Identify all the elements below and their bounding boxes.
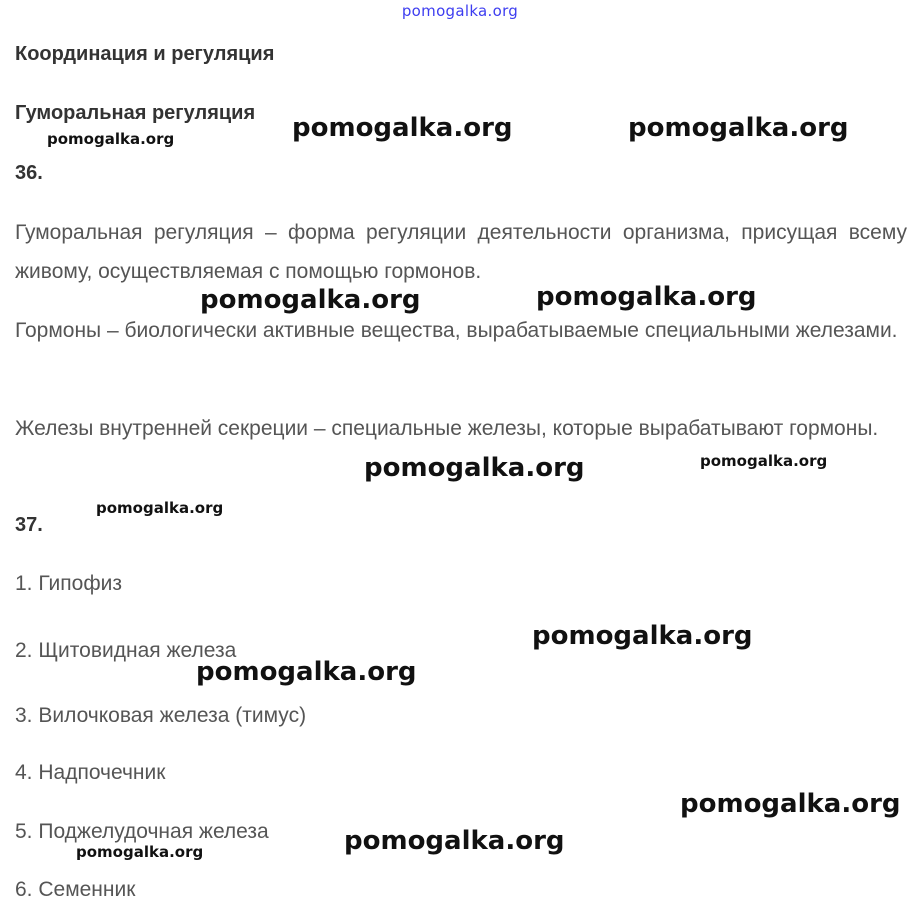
watermark: pomogalka.org <box>292 113 513 143</box>
watermark: pomogalka.org <box>196 657 417 687</box>
watermark: pomogalka.org <box>700 452 828 470</box>
watermark: pomogalka.org <box>76 843 204 861</box>
watermark: pomogalka.org <box>680 789 901 819</box>
task-36-paragraph-2: Гормоны – биологически активные вещества, вырабатываемые специальными железами. <box>15 319 898 342</box>
watermark: pomogalka.org <box>536 282 757 312</box>
watermark: pomogalka.org <box>200 285 421 315</box>
task-36-number: 36. <box>15 162 43 184</box>
watermark: pomogalka.org <box>364 453 585 483</box>
watermark: pomogalka.org <box>344 826 565 856</box>
subsection-title: Гуморальная регуляция <box>15 102 256 124</box>
section-title: Координация и регуляция <box>15 43 275 65</box>
watermark: pomogalka.org <box>628 113 849 143</box>
gland-list-item: 5. Поджелудочная железа <box>15 820 269 843</box>
gland-list-item: 1. Гипофиз <box>15 572 122 595</box>
watermark: pomogalka.org <box>532 621 753 651</box>
gland-list-item: 4. Надпочечник <box>15 761 166 784</box>
gland-list-item: 2. Щитовидная железа <box>15 639 237 662</box>
task-36-paragraph-1: Гуморальная регуляция – форма регуляции деятельности организма, присущая всему живому, осуществляемая с помощью гормонов. <box>15 221 907 283</box>
watermark: pomogalka.org <box>96 499 224 517</box>
gland-list-item: 6. Семенник <box>15 878 136 901</box>
task-37-number: 37. <box>15 514 43 536</box>
watermark: pomogalka.org <box>47 130 175 148</box>
site-header[interactable]: pomogalka.org <box>401 2 519 20</box>
gland-list-item: 3. Вилочковая железа (тимус) <box>15 704 307 727</box>
task-36-paragraph-3: Железы внутренней секреции – специальные железы, которые вырабатывают гормоны. <box>15 417 879 440</box>
